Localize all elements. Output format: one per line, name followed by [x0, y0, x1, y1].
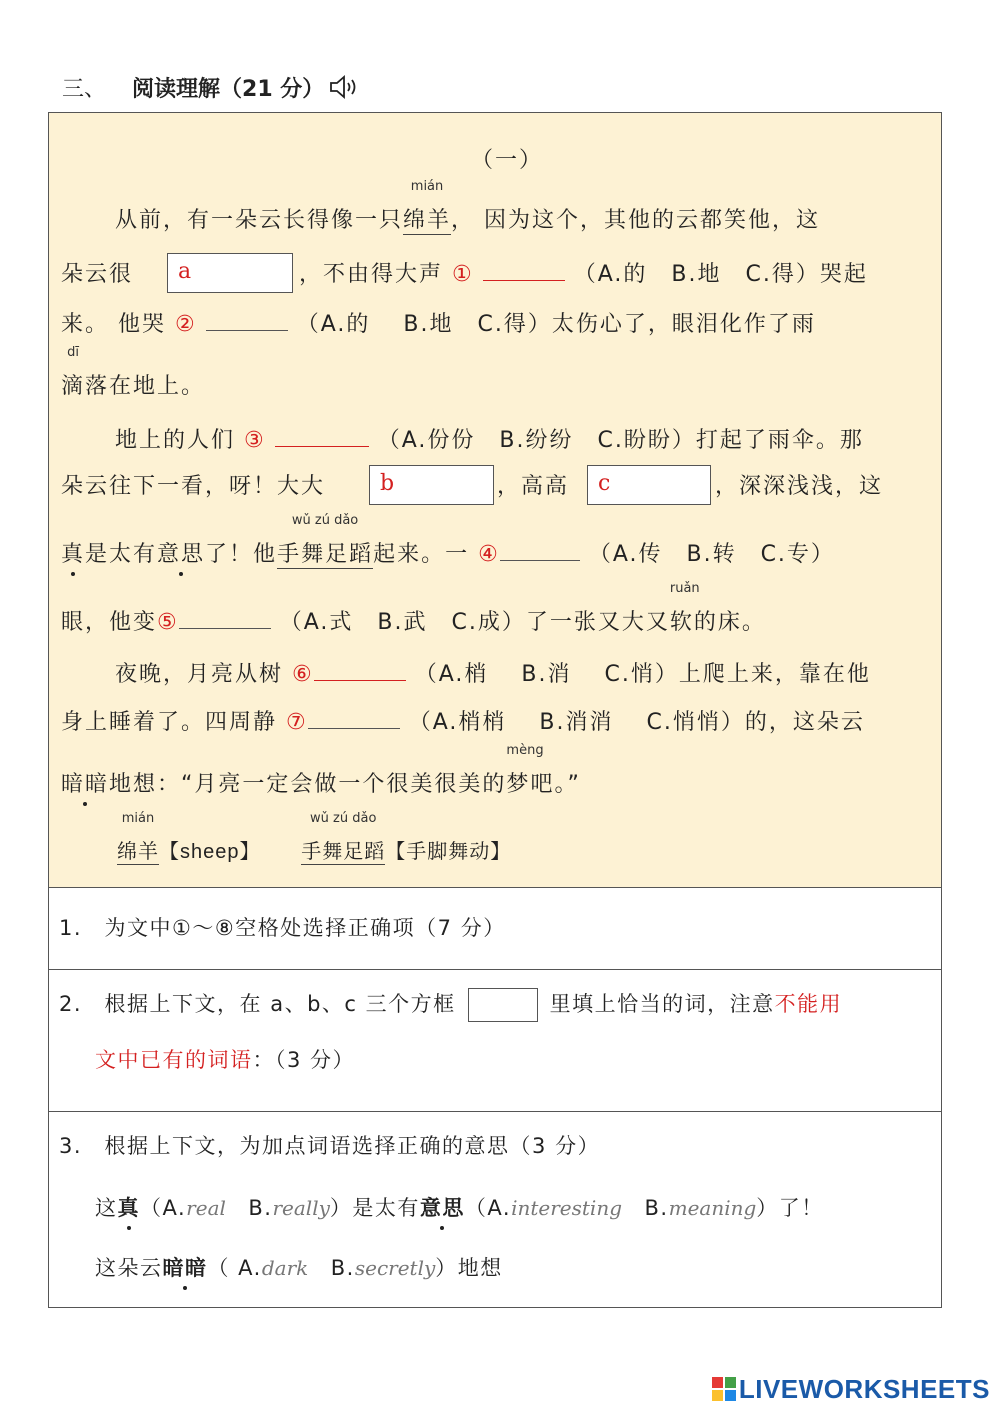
word-sheep: mián 绵羊	[403, 179, 452, 233]
option-real[interactable]: real	[186, 1196, 226, 1220]
passage-line-5: 地上的人们 ③ （A.份份 B.纷纷 C.盼盼）打起了雨伞。那	[115, 423, 864, 454]
passage-line-9: 夜晚，月亮从树 ⑥ （A.梢 B.消 C.悄）上爬上来，靠在他	[115, 657, 871, 688]
blank-6[interactable]	[314, 659, 406, 681]
question-3: 3. 根据上下文，为加点词语选择正确的意思（3 分）	[59, 1134, 601, 1158]
passage-line-1: 从前，有一朵云长得像一只 mián 绵羊， 因为这个，其他的云都笑他，这	[115, 179, 821, 233]
passage-line-3: 来。 他哭 ② （A.的 B.地 C.得）太伤心了，眼泪化作了雨	[61, 307, 816, 338]
passage-line-6b: ，高高	[497, 474, 570, 499]
passage-subtitle: （一）	[471, 148, 544, 173]
question-3-line-1: 这真（A.real B.really）是太有意思（A.interesting B.meaning）了！	[95, 1192, 824, 1222]
blank-5[interactable]	[179, 607, 271, 629]
answer-box-c[interactable]: c	[587, 465, 711, 505]
blank-2[interactable]	[206, 309, 288, 331]
passage-line-7: 真是太有意思了！他 wǔ zú dǎo 手舞足蹈起来。一 ④ （A.传 B.转 C.专）	[61, 513, 835, 567]
speaker-icon[interactable]	[328, 74, 360, 106]
passage-line-2b: ，不由得大声 ① （A.的 B.地 C.得）哭起	[299, 257, 868, 288]
option-really[interactable]: really	[272, 1196, 330, 1220]
passage-line-8: 眼，他变⑤ （A.式 B.武 C.成）了一张又大又 ruǎn 软的床。	[61, 581, 766, 635]
passage-line-2: 朵云很	[61, 262, 134, 287]
gloss-sheep: mián 绵羊	[117, 811, 159, 863]
gloss-dance: wǔ zú dǎo 手舞足蹈	[301, 811, 386, 863]
option-dark[interactable]: dark	[261, 1256, 309, 1280]
liveworksheets-logo: LIVEWORKSHEETS	[712, 1374, 990, 1405]
example-box	[468, 988, 538, 1022]
passage-panel	[48, 112, 942, 888]
passage-line-4: dī 滴落在地上。	[61, 345, 206, 399]
word-dream: mèng 梦	[506, 743, 544, 797]
blank-1[interactable]	[483, 259, 565, 281]
blank-3[interactable]	[275, 425, 369, 447]
option-meaning[interactable]: meaning	[668, 1196, 757, 1220]
question-2-line-2: 文中已有的词语：（3 分）	[95, 1048, 356, 1072]
word-drop: dī 滴	[61, 345, 86, 399]
section-heading	[62, 72, 360, 106]
question-3-line-2: 这朵云暗暗（ A.dark B.secretly）地想	[95, 1252, 503, 1282]
answer-box-a[interactable]: a	[167, 253, 293, 293]
question-2-line-1: 2. 根据上下文，在 a、b、c 三个方框 里填上恰当的词，注意不能用	[59, 988, 842, 1022]
option-interesting[interactable]: interesting	[511, 1196, 623, 1220]
passage-line-6c: ，深深浅浅，这	[715, 474, 884, 499]
question-1-box	[48, 888, 942, 970]
option-secretly[interactable]: secretly	[354, 1256, 436, 1280]
word-dance: wǔ zú dǎo 手舞足蹈	[277, 513, 374, 567]
blank-4[interactable]	[500, 539, 580, 561]
question-1: 1. 为文中①～⑧空格处选择正确项（7 分）	[59, 916, 506, 940]
section-title: 阅读理解（21 分）	[132, 77, 325, 102]
word-soft: ruǎn 软	[669, 581, 700, 635]
passage-line-10: 身上睡着了。四周静 ⑦ （A.梢梢 B.消消 C.悄悄）的，这朵云	[61, 705, 865, 736]
passage-line-11: 暗暗地想：“月亮一定会做一个很美很美的 mèng 梦吧。”	[61, 743, 581, 797]
blank-7[interactable]	[308, 707, 400, 729]
answer-box-b[interactable]: b	[369, 465, 494, 505]
question-2-box	[48, 970, 942, 1112]
section-number: 三、	[62, 77, 107, 102]
question-3-box	[48, 1112, 942, 1308]
glossary: mián 绵羊【sheep】 wǔ zú dǎo 手舞足蹈【手脚舞动】	[117, 811, 512, 863]
logo-icon	[712, 1377, 736, 1401]
passage-line-6: 朵云往下一看，呀！大大	[61, 474, 326, 499]
